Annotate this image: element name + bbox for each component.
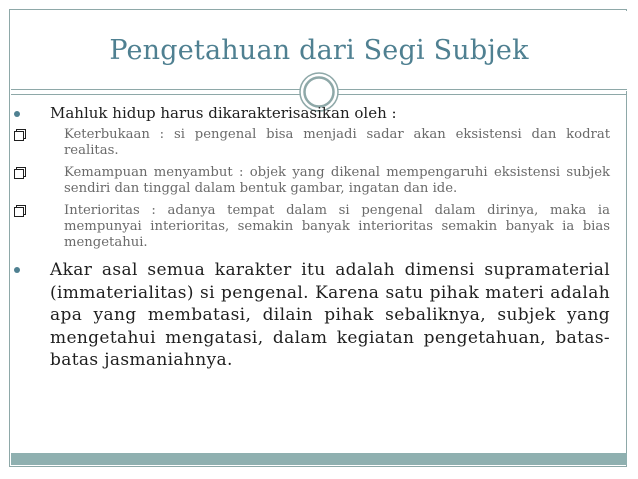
sub-bullet-text: Interioritas : adanya tempat dalam si pengenal dalam dirinya, maka ia mempunyai interioritas, semakin banyak interioritas semakin banyak ia bias mengetahui. xyxy=(64,203,610,250)
bullet-text: Mahluk hidup harus dikarakterisasikan oleh : xyxy=(50,104,397,122)
circle-bullet-icon xyxy=(14,267,20,273)
bullet-item xyxy=(14,104,610,123)
bullet-text: Akar asal semua karakter itu adalah dimensi supramaterial (immaterialitas) si pengenal. Karena satu pihak materi adalah apa yang membatasi, dilain pihak sebaliknya, subjek yang mengetahui mengatasi, dalam kegiatan pengetahuan, batas-batas jasmaniahnya. xyxy=(50,260,610,370)
square-bullet-icon xyxy=(14,167,26,179)
circle-bullet-icon xyxy=(14,111,20,117)
sub-bullet-item xyxy=(14,127,610,159)
slide-title: Pengetahuan dari Segi Subjek xyxy=(109,35,529,66)
bullet-item xyxy=(14,259,610,372)
square-bullet-icon xyxy=(14,129,26,141)
square-bullet-icon xyxy=(14,205,26,217)
slide-content xyxy=(14,104,610,372)
footer-bar xyxy=(11,453,627,465)
sub-bullet-item xyxy=(14,203,610,251)
sub-bullet-item xyxy=(14,165,610,197)
sub-bullet-text: Kemampuan menyambut : objek yang dikenal mempengaruhi eksistensi subjek sendiri dan tinggal dalam bentuk gambar, ingatan dan ide. xyxy=(64,165,610,196)
sub-bullet-text: Keterbukaan : si pengenal bisa menjadi sadar akan eksistensi dan kodrat realitas. xyxy=(64,127,610,158)
